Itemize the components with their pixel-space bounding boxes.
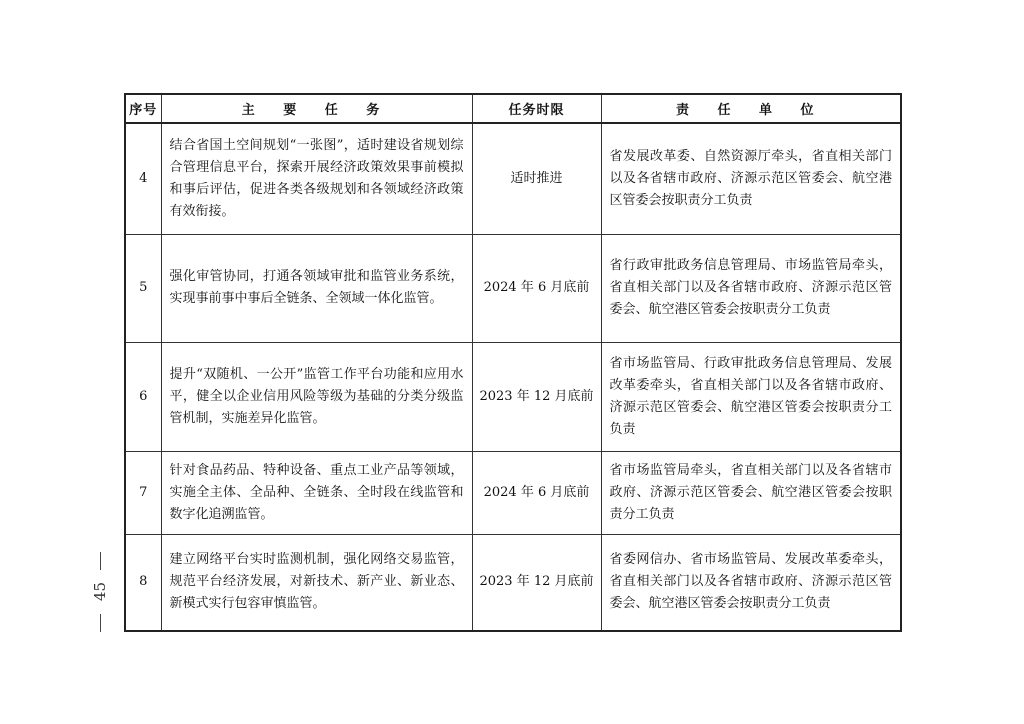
row-unit: 省市场监管局牵头，省直相关部门以及各省辖市政府、济源示范区管委会、航空港区管委会按职责分工负责 [601,451,901,534]
row-task: 针对食品药品、特种设备、重点工业产品等领域，实施全主体、全品种、全链条、全时段在线监管和数字化追溯监管。 [161,451,472,534]
table-row [125,451,901,534]
row-index: 5 [125,234,161,342]
row-unit: 省市场监管局、行政审批政务信息管理局、发展改革委牵头，省直相关部门以及各省辖市政府、济源示范区管委会、航空港区管委会按职责分工负责 [601,342,901,451]
row-deadline: 2024 年 6 月底前 [472,451,601,534]
row-unit: 省行政审批政务信息管理局、市场监管局牵头，省直相关部门以及各省辖市政府、济源示范区管委会、航空港区管委会按职责分工负责 [601,234,901,342]
page-number-dash-top [100,552,101,570]
row-index: 6 [125,342,161,451]
row-task: 建立网络平台实时监测机制，强化网络交易监管，规范平台经济发展，对新技术、新产业、新业态、新模式实行包容审慎监管。 [161,534,472,631]
row-task: 结合省国土空间规划“一张图”，适时建设省规划综合管理信息平台，探索开展经济政策效果事前模拟和事后评估，促进各类各级规划和各领域经济政策有效衔接。 [161,123,472,234]
header-deadline: 任务时限 [472,94,601,123]
table-row [125,123,901,234]
row-unit: 省委网信办、省市场监管局、发展改革委牵头，省直相关部门以及各省辖市政府、济源示范区管委会、航空港区管委会按职责分工负责 [601,534,901,631]
row-deadline: 2023 年 12 月底前 [472,534,601,631]
row-unit: 省发展改革委、自然资源厅牵头，省直相关部门以及各省辖市政府、济源示范区管委会、航空港区管委会按职责分工负责 [601,123,901,234]
row-deadline: 2024 年 6 月底前 [472,234,601,342]
table-row [125,342,901,451]
header-unit: 责 任 单 位 [601,94,901,123]
page-number-text: 45 [91,582,109,602]
table-row [125,534,901,631]
header-index: 序号 [125,94,161,123]
row-index: 4 [125,123,161,234]
row-deadline: 2023 年 12 月底前 [472,342,601,451]
table-row [125,234,901,342]
page-number [86,552,114,632]
row-index: 8 [125,534,161,631]
page-number-dash-bottom [100,614,101,632]
row-deadline: 适时推进 [472,123,601,234]
header-task: 主 要 任 务 [161,94,472,123]
row-index: 7 [125,451,161,534]
table-header-row [125,94,901,123]
row-task: 提升“双随机、一公开”监管工作平台功能和应用水平，健全以企业信用风险等级为基础的分类分级监管机制，实施差异化监管。 [161,342,472,451]
task-table [124,93,902,632]
row-task: 强化审管协同，打通各领域审批和监管业务系统，实现事前事中事后全链条、全领域一体化监管。 [161,234,472,342]
